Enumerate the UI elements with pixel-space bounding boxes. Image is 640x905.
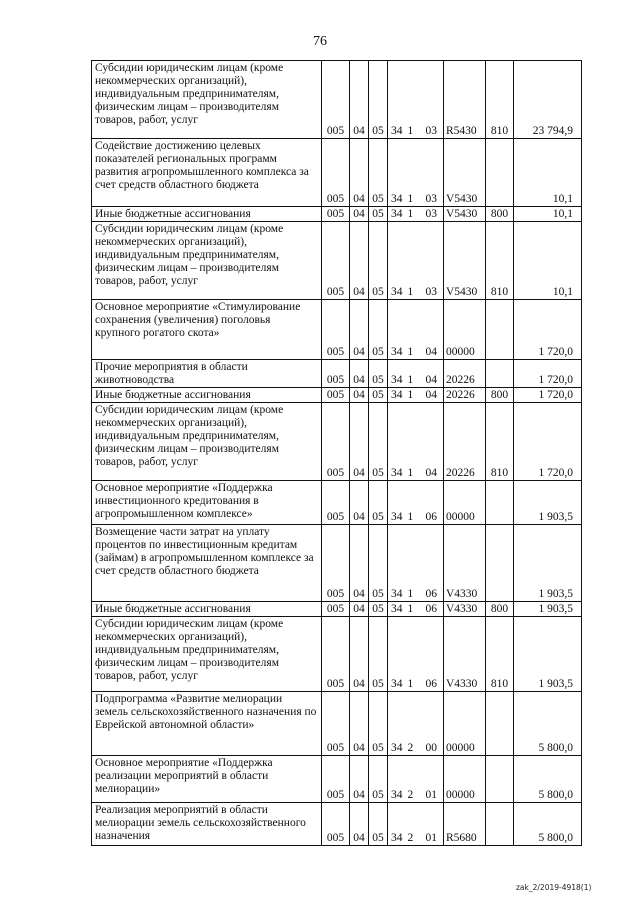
section-code: 04 xyxy=(350,300,369,360)
expense-direction-code: V5430 xyxy=(444,207,486,222)
subsection-code: 05 xyxy=(369,525,388,602)
table-row xyxy=(92,403,582,481)
amount: 5 800,0 xyxy=(514,692,582,756)
subsection-code: 05 xyxy=(369,602,388,617)
section-code: 04 xyxy=(350,403,369,481)
program-code: 34 xyxy=(388,360,407,388)
subprogram-code: 1 xyxy=(407,222,422,300)
subprogram-code: 1 xyxy=(407,481,422,525)
amount: 10,1 xyxy=(514,139,582,207)
expense-direction-code: R5430 xyxy=(444,61,486,139)
program-code: 34 xyxy=(388,617,407,692)
section-code: 04 xyxy=(350,139,369,207)
activity-code: 04 xyxy=(422,388,444,403)
program-code: 34 xyxy=(388,388,407,403)
activity-code: 00 xyxy=(422,692,444,756)
subsection-code: 05 xyxy=(369,692,388,756)
amount: 1 720,0 xyxy=(514,300,582,360)
row-name: Субсидии юридическим лицам (кроме некоммерческих организаций), индивидуальным предпринимателям, физическим лицам – производителям товаров, работ, услуг xyxy=(92,617,322,692)
subprogram-code: 1 xyxy=(407,602,422,617)
table-row xyxy=(92,360,582,388)
program-code: 34 xyxy=(388,525,407,602)
expense-type-code: 810 xyxy=(486,403,514,481)
subprogram-code: 1 xyxy=(407,300,422,360)
subprogram-code: 1 xyxy=(407,61,422,139)
section-code: 04 xyxy=(350,207,369,222)
ministry-code: 005 xyxy=(322,403,350,481)
section-code: 04 xyxy=(350,692,369,756)
expense-type-code xyxy=(486,692,514,756)
expense-direction-code: 00000 xyxy=(444,692,486,756)
row-name: Основное мероприятие «Поддержка реализации мероприятий в области мелиорации» xyxy=(92,756,322,803)
row-name: Основное мероприятие «Стимулирование сохранения (увеличения) поголовья крупного рогатого скота» xyxy=(92,300,322,360)
program-code: 34 xyxy=(388,692,407,756)
table-row xyxy=(92,139,582,207)
ministry-code: 005 xyxy=(322,207,350,222)
activity-code: 03 xyxy=(422,61,444,139)
amount: 1 903,5 xyxy=(514,481,582,525)
row-name: Иные бюджетные ассигнования xyxy=(92,207,322,222)
activity-code: 06 xyxy=(422,481,444,525)
subprogram-code: 1 xyxy=(407,403,422,481)
program-code: 34 xyxy=(388,803,407,846)
row-name: Иные бюджетные ассигнования xyxy=(92,388,322,403)
expense-direction-code: V4330 xyxy=(444,602,486,617)
row-name: Содействие достижению целевых показателей региональных программ развития агропромышленного комплекса за счет средств областного бюджета xyxy=(92,139,322,207)
expense-type-code xyxy=(486,803,514,846)
expense-type-code xyxy=(486,481,514,525)
table-row xyxy=(92,222,582,300)
section-code: 04 xyxy=(350,388,369,403)
expense-direction-code: V4330 xyxy=(444,525,486,602)
document-code: zak_2/2019-4918(1) xyxy=(516,883,592,892)
table-row xyxy=(92,756,582,803)
subsection-code: 05 xyxy=(369,61,388,139)
row-name: Иные бюджетные ассигнования xyxy=(92,602,322,617)
subprogram-code: 2 xyxy=(407,692,422,756)
ministry-code: 005 xyxy=(322,360,350,388)
subsection-code: 05 xyxy=(369,300,388,360)
section-code: 04 xyxy=(350,61,369,139)
expense-type-code: 810 xyxy=(486,222,514,300)
ministry-code: 005 xyxy=(322,617,350,692)
expense-direction-code: V5430 xyxy=(444,222,486,300)
table-row xyxy=(92,481,582,525)
program-code: 34 xyxy=(388,139,407,207)
table-row xyxy=(92,388,582,403)
row-name: Субсидии юридическим лицам (кроме некоммерческих организаций), индивидуальным предпринимателям, физическим лицам – производителям товаров, работ, услуг xyxy=(92,61,322,139)
ministry-code: 005 xyxy=(322,222,350,300)
activity-code: 04 xyxy=(422,403,444,481)
expense-type-code xyxy=(486,139,514,207)
ministry-code: 005 xyxy=(322,139,350,207)
section-code: 04 xyxy=(350,756,369,803)
subsection-code: 05 xyxy=(369,360,388,388)
subsection-code: 05 xyxy=(369,756,388,803)
ministry-code: 005 xyxy=(322,602,350,617)
row-name: Субсидии юридическим лицам (кроме некоммерческих организаций), индивидуальным предпринимателям, физическим лицам – производителям товаров, работ, услуг xyxy=(92,222,322,300)
activity-code: 06 xyxy=(422,525,444,602)
row-name: Прочие мероприятия в области животноводства xyxy=(92,360,322,388)
program-code: 34 xyxy=(388,222,407,300)
amount: 1 903,5 xyxy=(514,617,582,692)
amount: 10,1 xyxy=(514,222,582,300)
subprogram-code: 1 xyxy=(407,360,422,388)
row-name: Субсидии юридическим лицам (кроме некоммерческих организаций), индивидуальным предпринимателям, физическим лицам – производителям товаров, работ, услуг xyxy=(92,403,322,481)
activity-code: 03 xyxy=(422,139,444,207)
subprogram-code: 1 xyxy=(407,207,422,222)
table-row xyxy=(92,300,582,360)
section-code: 04 xyxy=(350,602,369,617)
ministry-code: 005 xyxy=(322,300,350,360)
expense-direction-code: 00000 xyxy=(444,756,486,803)
amount: 5 800,0 xyxy=(514,803,582,846)
activity-code: 03 xyxy=(422,207,444,222)
expense-direction-code: 20226 xyxy=(444,388,486,403)
subprogram-code: 1 xyxy=(407,139,422,207)
expense-direction-code: 00000 xyxy=(444,481,486,525)
program-code: 34 xyxy=(388,207,407,222)
section-code: 04 xyxy=(350,360,369,388)
expense-direction-code: 00000 xyxy=(444,300,486,360)
table-row xyxy=(92,525,582,602)
amount: 1 720,0 xyxy=(514,388,582,403)
ministry-code: 005 xyxy=(322,481,350,525)
expense-type-code: 810 xyxy=(486,617,514,692)
subprogram-code: 1 xyxy=(407,525,422,602)
ministry-code: 005 xyxy=(322,803,350,846)
program-code: 34 xyxy=(388,300,407,360)
activity-code: 01 xyxy=(422,803,444,846)
subsection-code: 05 xyxy=(369,403,388,481)
section-code: 04 xyxy=(350,222,369,300)
subprogram-code: 1 xyxy=(407,617,422,692)
subsection-code: 05 xyxy=(369,481,388,525)
section-code: 04 xyxy=(350,525,369,602)
expense-type-code xyxy=(486,300,514,360)
section-code: 04 xyxy=(350,803,369,846)
expense-type-code: 800 xyxy=(486,207,514,222)
subsection-code: 05 xyxy=(369,803,388,846)
table-body xyxy=(92,61,582,846)
section-code: 04 xyxy=(350,481,369,525)
expense-type-code: 800 xyxy=(486,602,514,617)
ministry-code: 005 xyxy=(322,61,350,139)
program-code: 34 xyxy=(388,481,407,525)
activity-code: 04 xyxy=(422,300,444,360)
ministry-code: 005 xyxy=(322,692,350,756)
expense-direction-code: V4330 xyxy=(444,617,486,692)
subprogram-code: 1 xyxy=(407,388,422,403)
subsection-code: 05 xyxy=(369,222,388,300)
table-row xyxy=(92,602,582,617)
subsection-code: 05 xyxy=(369,388,388,403)
section-code: 04 xyxy=(350,617,369,692)
program-code: 34 xyxy=(388,602,407,617)
subprogram-code: 2 xyxy=(407,803,422,846)
activity-code: 03 xyxy=(422,222,444,300)
expense-type-code xyxy=(486,756,514,803)
subsection-code: 05 xyxy=(369,139,388,207)
expense-direction-code: V5430 xyxy=(444,139,486,207)
activity-code: 01 xyxy=(422,756,444,803)
expense-direction-code: R5680 xyxy=(444,803,486,846)
subsection-code: 05 xyxy=(369,617,388,692)
expense-direction-code: 20226 xyxy=(444,360,486,388)
amount: 23 794,9 xyxy=(514,61,582,139)
activity-code: 06 xyxy=(422,602,444,617)
ministry-code: 005 xyxy=(322,756,350,803)
expense-direction-code: 20226 xyxy=(444,403,486,481)
page-number: 76 xyxy=(313,34,327,49)
program-code: 34 xyxy=(388,403,407,481)
amount: 1 720,0 xyxy=(514,403,582,481)
program-code: 34 xyxy=(388,61,407,139)
table-row xyxy=(92,207,582,222)
amount: 1 903,5 xyxy=(514,602,582,617)
row-name: Реализация мероприятий в области мелиорации земель сельскохозяйственного назначения xyxy=(92,803,322,846)
activity-code: 06 xyxy=(422,617,444,692)
ministry-code: 005 xyxy=(322,388,350,403)
amount: 5 800,0 xyxy=(514,756,582,803)
ministry-code: 005 xyxy=(322,525,350,602)
expense-type-code: 810 xyxy=(486,61,514,139)
subsection-code: 05 xyxy=(369,207,388,222)
expense-type-code: 800 xyxy=(486,388,514,403)
program-code: 34 xyxy=(388,756,407,803)
table-row xyxy=(92,61,582,139)
amount: 1 903,5 xyxy=(514,525,582,602)
budget-table xyxy=(91,60,582,846)
amount: 10,1 xyxy=(514,207,582,222)
expense-type-code xyxy=(486,360,514,388)
row-name: Основное мероприятие «Поддержка инвестиционного кредитования в агропромышленном комплексе» xyxy=(92,481,322,525)
subprogram-code: 2 xyxy=(407,756,422,803)
activity-code: 04 xyxy=(422,360,444,388)
expense-type-code xyxy=(486,525,514,602)
amount: 1 720,0 xyxy=(514,360,582,388)
table-row xyxy=(92,692,582,756)
row-name: Подпрограмма «Развитие мелиорации земель сельскохозяйственного назначения по Еврейской автономной области» xyxy=(92,692,322,756)
row-name: Возмещение части затрат на уплату процентов по инвестиционным кредитам (займам) в агропромышленном комплексе за счет средств областного бюджета xyxy=(92,525,322,602)
table-row xyxy=(92,617,582,692)
table-row xyxy=(92,803,582,846)
